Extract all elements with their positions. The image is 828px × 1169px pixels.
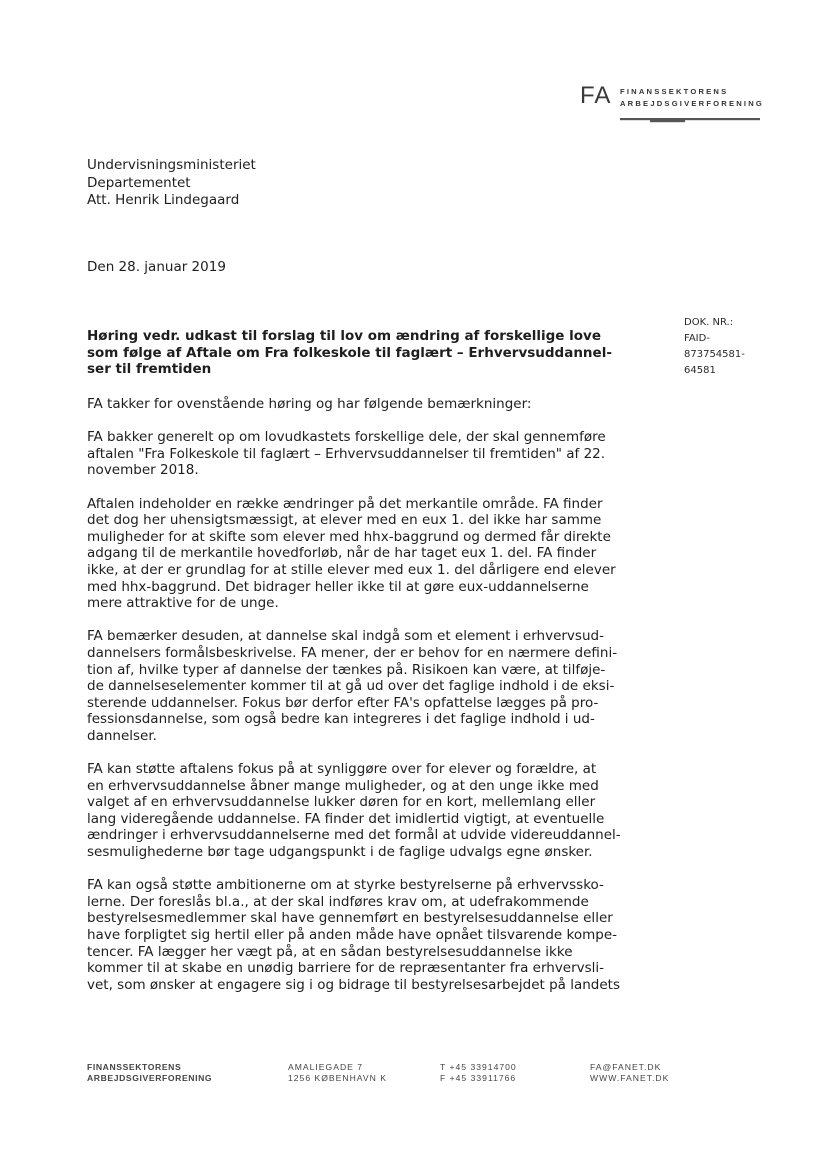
letter-body: [87, 396, 647, 1010]
body-line: dannelser.: [87, 727, 157, 744]
footer-org-line: ARBEJDSGIVERFORENING: [87, 1073, 213, 1083]
recipient-address: [87, 157, 256, 210]
document-number-line: 873754581-: [684, 349, 745, 360]
footer-phone-line: T +45 33914700: [440, 1062, 517, 1072]
logo-line-1: FINANSSEKTORENS: [620, 87, 729, 96]
body-line: sterende uddannelser. Fokus bør derfor efter FA's opfattelse lægges på pro-: [87, 694, 599, 711]
footer-web: [590, 1062, 669, 1084]
subject-line: ser til fremtiden: [87, 361, 212, 377]
footer-phone: [440, 1062, 517, 1084]
body-line: ikke, at der er grundlag for at stille elever med eux 1. del dårligere end elever: [87, 561, 616, 578]
body-paragraph: [87, 396, 647, 413]
recipient-line: Departementet: [87, 174, 191, 191]
body-paragraph: [87, 496, 647, 612]
body-line: FA kan også støtte ambitionerne om at styrke bestyrelserne på erhvervssko-: [87, 877, 604, 894]
body-line: adgang til de merkantile hovedforløb, når de har taget eux 1. del. FA finder: [87, 545, 597, 562]
body-line: FA bakker generelt op om lovudkastets forskellige dele, der skal gennemføre: [87, 429, 606, 446]
body-line: de dannelseselementer kommer til at gå ud over det faglige indhold i de eksi-: [87, 678, 615, 695]
footer-organization: [87, 1062, 212, 1084]
footer-address-line: 1256 KØBENHAVN K: [288, 1073, 387, 1083]
recipient-line: Undervisningsministeriet: [87, 157, 256, 173]
footer-website: WWW.FANET.DK: [590, 1073, 670, 1083]
subject-line: Høring vedr. udkast til forslag til lov om ændring af forskellige love: [87, 328, 602, 344]
body-line: med hhx-baggrund. Det bidrager heller ikke til at gøre eux-uddannelserne: [87, 578, 589, 595]
body-line: lerne. Der foreslås bl.a., at der skal indføres krav om, at udefrakommende: [87, 893, 589, 910]
document-number: [684, 315, 745, 379]
body-line: FA kan støtte aftalens fokus på at synliggøre over for elever og forældre, at: [87, 761, 597, 778]
body-line: lang videregående uddannelse. FA finder det imidlertid vigtigt, at eventuelle: [87, 810, 605, 827]
body-line: have forpligtet sig hertil eller på anden måde have opnået tilsvarende kompe-: [87, 927, 618, 943]
body-line: FA takker for ovenstående høring og har følgende bemærkninger:: [87, 396, 532, 412]
footer-email: FA@FANET.DK: [590, 1062, 662, 1072]
body-line: november 2018.: [87, 462, 199, 479]
footer-org-line: FINANSSEKTORENS: [87, 1062, 182, 1072]
body-line: muligheder for at skifte som elever med hhx-baggrund og dermed får direkte: [87, 528, 611, 545]
body-line: bestyrelsesmedlemmer skal have gennemført en bestyrelsesuddannelse eller: [87, 910, 613, 927]
body-line: mere attraktive for de unge.: [87, 595, 279, 612]
logo-line-2: ARBEJDSGIVERFORENING: [620, 99, 764, 108]
footer-address: [288, 1062, 387, 1084]
body-line: sesmulighederne bør tage udgangspunkt i de faglige udvalgs egne ønsker.: [87, 844, 593, 861]
body-line: en erhvervsuddannelse åbner mange muligheder, og at den unge ikke med: [87, 777, 599, 794]
footer-fax-line: F +45 33911766: [440, 1073, 517, 1083]
body-line: fessionsdannelse, som også bedre kan integreres i det faglige indhold i ud-: [87, 711, 595, 728]
body-line: tencer. FA lægger her vægt på, at en sådan bestyrelsesuddannelse ikke: [87, 943, 573, 960]
body-line: kommer til at skabe en unødig barriere for de repræsentanter fra erhvervsli-: [87, 960, 605, 977]
body-line: dannelsers formålsbeskrivelse. FA mener, der er behov for en nærmere defini-: [87, 644, 618, 661]
footer-address-line: AMALIEGADE 7: [288, 1062, 364, 1072]
body-line: valget af en erhvervsuddannelse lukker døren for en kort, mellemlang eller: [87, 794, 596, 811]
recipient-line: Att. Henrik Lindegaard: [87, 192, 240, 208]
body-line: vet, som ønsker at engagere sig i og bidrage til bestyrelsesarbejdet på landets: [87, 976, 620, 993]
body-line: aftalen "Fra Folkeskole til faglært – Erhvervsuddannelser til fremtiden" af 22.: [87, 445, 606, 462]
logo-organization-name: [620, 86, 764, 110]
body-line: Aftalen indeholder en række ændringer på det merkantile område. FA finder: [87, 495, 603, 512]
body-line: det dog her uhensigtsmæssigt, at elever med en eux 1. del ikke har samme: [87, 512, 602, 529]
logo-mark: FA: [580, 82, 612, 109]
body-line: FA bemærker desuden, at dannelse skal indgå som et element i erhvervsud-: [87, 628, 604, 645]
body-paragraph: [87, 761, 647, 861]
logo-underline-bar: [620, 117, 760, 123]
document-number-line: FAID-: [684, 333, 710, 344]
letter-date: Den 28. januar 2019: [87, 259, 226, 275]
body-paragraph: [87, 429, 647, 479]
document-number-label: DOK. NR.:: [684, 317, 734, 328]
body-line: tion af, hvilke typer af dannelse der tænkes på. Risikoen kan være, at tilføje-: [87, 661, 606, 678]
letter-subject: [87, 328, 647, 378]
body-paragraph: [87, 628, 647, 744]
body-line: ændringer i erhvervsuddannelserne med det formål at udvide videreuddannel-: [87, 827, 621, 844]
body-paragraph: [87, 877, 647, 993]
subject-line: som følge af Aftale om Fra folkeskole til faglært – Erhvervsuddannel-: [87, 344, 612, 361]
document-number-line: 64581: [684, 365, 716, 376]
